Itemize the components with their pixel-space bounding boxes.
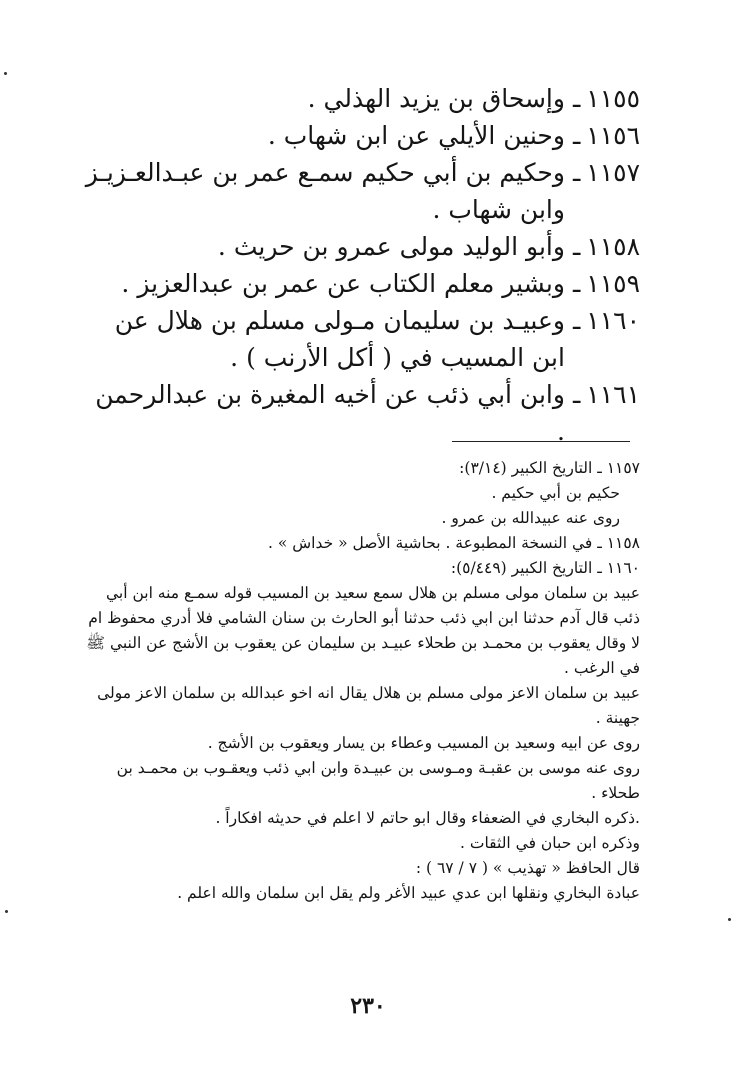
footnote-line: ١١٥٨ ـ في النسخة المطبوعة . بحاشية الأصل « خداش » .	[267, 534, 640, 552]
entry-dash: ـ	[572, 380, 581, 409]
footnote-line: ١١٥٧ ـ التاريخ الكبير (٣/١٤):	[459, 459, 640, 477]
entry-number: ١١٥٦	[586, 121, 640, 150]
footnote-line: قال الحافظ « تهذيب » ( ٧ / ٦٧ ) :	[415, 859, 640, 877]
entry-1155	[80, 80, 640, 117]
footnote-line: وذكره ابن حبان في الثقات .	[460, 834, 640, 852]
entry-dash: ـ	[572, 306, 581, 335]
scan-speck	[4, 72, 7, 75]
entry-1156	[80, 117, 640, 154]
footnote-line: ١١٦٠ ـ التاريخ الكبير (٥/٤٤٩):	[450, 559, 640, 577]
entry-text: وأبو الوليد مولى عمرو بن حريث .	[217, 232, 565, 261]
entry-text: وعبيـد بن سليمان مـولى مسلم بن هلال عن ابن المسيب في ( أكل الأرنب ) .	[114, 306, 565, 372]
entry-dash: ـ	[572, 84, 581, 113]
footnote-paragraph: عبيد بن سلمان مولى مسلم بن هلال سمع سعيد بن المسيب قوله سمـع منه ابن أبي ذئب قال آدم حدثنا ابن ابي ذئب حدثنا أبو الحارث بن سنان الشامي فلا أدري محفوظ ام لا وقال يعقوب بن محمـد بن طحلاء عبيـد بن سليمان عن يعقوب بن الأشج عن النبي ﷺ في الرغب .	[86, 584, 640, 677]
footnote-line: حكيم بن أبي حكيم .	[491, 484, 620, 502]
entry-dash: ـ	[572, 232, 581, 261]
footnote-paragraph: روى عنه موسى بن عقبـة ومـوسى بن عبيـدة وابن ابي ذئب ويعقـوب بن محمـد بن طحلاء .	[116, 759, 640, 802]
entry-number: ١١٥٨	[586, 232, 640, 261]
footnotes	[80, 456, 640, 906]
entry-number: ١١٦١	[586, 380, 640, 409]
entry-dash: ـ	[572, 158, 581, 187]
entry-text: وحكيم بن أبي حكيم سمـع عمر بن عبـدالعـزيـز وابن شهاب .	[85, 158, 565, 224]
entry-number: ١١٥٩	[586, 269, 640, 298]
footnote-line: روى عنه عبيدالله بن عمرو .	[441, 509, 620, 527]
footnote-paragraph: عبيد بن سلمان الاعز مولى مسلم بن هلال يقال انه اخو عبدالله بن سلمان الاعز مولى جهينة .	[97, 684, 640, 727]
entry-text: وبشير معلم الكتاب عن عمر بن عبدالعزيز .	[121, 269, 565, 298]
footnote-line: روى عن ابيه وسعيد بن المسيب وعطاء بن يسار ويعقوب بن الأشج .	[207, 734, 640, 752]
entry-dash: ـ	[572, 269, 581, 298]
entry-1159	[80, 265, 640, 302]
footnote-line: عبادة البخاري ونقلها ابن عدي عبيد الأغر ولم يقل ابن سلمان والله اعلم .	[177, 884, 640, 902]
entry-number: ١١٥٧	[586, 158, 640, 187]
entry-1160	[80, 302, 640, 376]
entry-text: وابن أبي ذئب عن أخيه المغيرة بن عبدالرحمن .	[95, 380, 565, 446]
entry-1157	[80, 154, 640, 228]
entry-text: وحنين الأيلي عن ابن شهاب .	[267, 121, 565, 150]
main-text	[80, 80, 640, 450]
scan-speck	[5, 910, 8, 913]
entry-text: وإسحاق بن يزيد الهذلي .	[307, 84, 565, 113]
footnote-separator	[452, 441, 630, 442]
entry-number: ١١٥٥	[586, 84, 640, 113]
entry-1158	[80, 228, 640, 265]
entry-dash: ـ	[572, 121, 581, 150]
page-number: ٢٣٠	[350, 993, 386, 1019]
entry-number: ١١٦٠	[586, 306, 640, 335]
footnote-line: .ذكره البخاري في الضعفاء وقال ابو حاتم لا اعلم في حديثه افكاراً .	[215, 809, 640, 827]
scan-speck	[728, 918, 731, 921]
entry-1161	[80, 376, 640, 450]
